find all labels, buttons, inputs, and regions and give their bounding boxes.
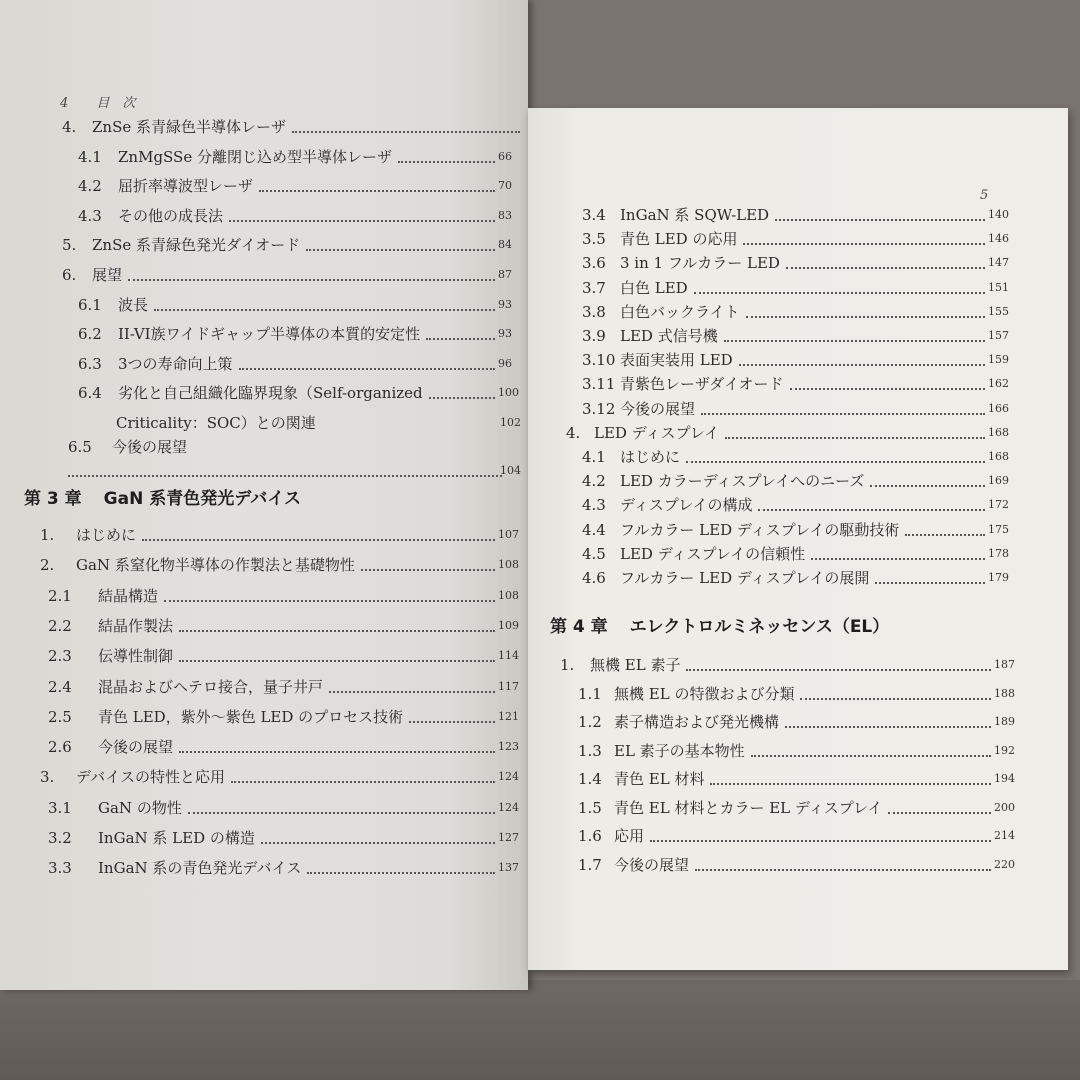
leader-dots <box>409 721 495 723</box>
toc-entry-number: 2.4 <box>48 677 72 696</box>
toc-entry-title: EL 素子の基本物性 <box>614 741 745 760</box>
toc-entry-page: 168 <box>988 450 1009 463</box>
leader-dots <box>128 279 495 281</box>
toc-entry[interactable] <box>582 470 1010 492</box>
toc-entry-title: 3 in 1 フルカラー LED <box>620 254 780 273</box>
toc-entry-page: 179 <box>988 571 1009 584</box>
toc-entry[interactable] <box>582 398 1010 420</box>
toc-entry-page: 96 <box>498 356 512 370</box>
toc-entry-title: 波長 <box>118 295 149 314</box>
leader-dots <box>142 539 495 541</box>
toc-entry[interactable] <box>40 766 520 788</box>
toc-entry-title: フルカラー LED ディスプレイの展開 <box>620 569 870 587</box>
toc-entry[interactable] <box>578 711 1016 733</box>
toc-entry-page: 117 <box>498 679 519 693</box>
leader-dots <box>870 485 985 487</box>
leader-dots <box>724 340 985 342</box>
toc-entry-number: 3.2 <box>48 829 72 847</box>
leader-dots <box>694 292 985 294</box>
toc-entry-title: 今後の展望 <box>614 855 690 874</box>
toc-entry-page: 192 <box>994 743 1015 757</box>
toc-entry-number: 6. <box>62 266 77 284</box>
toc-entry-page: 200 <box>994 800 1015 814</box>
toc-entry[interactable] <box>578 854 1016 876</box>
toc-entry-number: 4.5 <box>582 544 606 563</box>
leader-dots <box>785 726 991 728</box>
leader-dots <box>746 316 985 318</box>
toc-entry-number: 2. <box>40 556 55 575</box>
toc-entry-page: 189 <box>994 715 1015 728</box>
toc-entry-title: 今後の展望 <box>112 438 188 456</box>
leader-dots <box>725 437 985 439</box>
leader-dots <box>775 219 985 221</box>
toc-entry-page: 108 <box>498 558 519 572</box>
leader-dots <box>695 869 991 871</box>
leader-dots <box>229 220 495 222</box>
toc-entry[interactable] <box>582 204 1010 226</box>
leader-dots <box>307 872 495 874</box>
toc-entry-number: 1.7 <box>578 855 602 874</box>
toc-entry-title: ZnSe 系青緑色発光ダイオード <box>92 236 301 255</box>
leader-dots <box>154 309 495 311</box>
toc-entry-title: フルカラー LED ディスプレイの駆動技術 <box>620 520 900 539</box>
toc-entry-title: ディスプレイの構成 <box>620 496 753 515</box>
toc-entry-title: 無機 EL の特徴および分類 <box>614 684 795 703</box>
right-page-header <box>980 188 988 203</box>
toc-entry[interactable] <box>48 857 520 879</box>
toc-entry-page: 137 <box>498 861 519 875</box>
toc-entry-page: 194 <box>994 772 1015 785</box>
toc-entry-title: 青色 EL 材料とカラー EL ディスプレイ <box>614 798 883 817</box>
toc-entry-title: ZnSe 系青緑色半導体レーザ <box>92 118 287 136</box>
toc-entry-title: 白色 LED <box>620 278 688 297</box>
toc-entry-page: 124 <box>498 770 519 784</box>
toc-entry[interactable] <box>78 294 520 316</box>
toc-entry-page: 159 <box>988 353 1009 367</box>
leader-dots <box>261 842 495 844</box>
toc-entry[interactable] <box>578 768 1016 790</box>
toc-entry-number: 2.2 <box>48 616 72 635</box>
toc-entry-title: 青色 LED の応用 <box>620 230 738 249</box>
toc-entry-number: 4.4 <box>582 520 606 539</box>
toc-entry-number: 4.3 <box>582 496 606 515</box>
toc-entry-title: 劣化と自己組織化臨界現象（Self-organized <box>118 384 423 403</box>
toc-entry[interactable] <box>40 524 520 546</box>
toc-entry-number: 6.3 <box>78 354 102 373</box>
chapter-label: 第 4 章 <box>550 617 608 637</box>
toc-entry-number: 3.5 <box>582 230 606 249</box>
toc-entry[interactable] <box>78 323 520 345</box>
toc-entry-page: 155 <box>988 304 1009 318</box>
toc-entry-number: 3.3 <box>48 859 72 878</box>
toc-entry-page: 188 <box>994 686 1015 700</box>
toc-entry[interactable] <box>582 519 1010 541</box>
toc-entry-page: 87 <box>498 268 512 281</box>
toc-entry-page: 166 <box>988 401 1009 415</box>
toc-entry-number: 3.9 <box>582 327 606 345</box>
toc-entry-title: 今後の展望 <box>98 738 174 757</box>
toc-entry-title: 屈折率導波型レーザ <box>118 177 254 196</box>
toc-entry-title: II-VI族ワイドギャップ半導体の本質的安定性 <box>118 325 421 344</box>
leader-dots <box>905 534 985 536</box>
toc-entry[interactable] <box>48 615 520 637</box>
leader-dots <box>426 338 495 340</box>
toc-entry-number: 4.6 <box>582 569 606 587</box>
toc-entry-title: GaN 系窒化物半導体の作製法と基礎物性 <box>76 556 355 575</box>
toc-entry-title: 結晶作製法 <box>98 616 174 635</box>
toc-entry-number: 2.3 <box>48 647 72 666</box>
leader-dots <box>811 558 985 560</box>
toc-entry-title: 表面実装用 LED <box>620 351 733 370</box>
toc-entry-page: 114 <box>498 649 519 663</box>
toc-entry[interactable] <box>48 706 520 728</box>
toc-entry[interactable] <box>582 228 1010 250</box>
leader-dots <box>306 249 495 251</box>
toc-entry-number: 3.10 <box>582 351 616 370</box>
leader-dots <box>739 364 985 366</box>
leader-dots <box>164 600 495 602</box>
chapter-title: GaN 系青色発光デバイス <box>103 489 302 509</box>
right-page <box>528 108 1068 970</box>
toc-entry-number: 4.1 <box>582 448 606 466</box>
toc-entry[interactable] <box>62 264 520 286</box>
toc-entry-leader-line <box>68 460 520 482</box>
toc-entry[interactable] <box>582 277 1010 299</box>
left-page <box>0 0 528 990</box>
toc-entry-page: 121 <box>498 709 519 723</box>
toc-entry[interactable] <box>578 740 1016 762</box>
toc-entry-page: 124 <box>498 800 519 814</box>
toc-entry-number: 1.1 <box>578 684 602 703</box>
toc-entry-page: 127 <box>498 831 519 844</box>
toc-entry[interactable] <box>40 554 520 576</box>
toc-entry[interactable] <box>48 797 520 819</box>
leader-dots <box>68 475 502 477</box>
toc-entry-title: LED カラーディスプレイへのニーズ <box>620 472 865 491</box>
left-page-number: 4 <box>60 96 69 111</box>
toc-entry-number: 1. <box>40 526 55 544</box>
toc-entry-number: 6.5 <box>68 438 92 456</box>
toc-entry-title: InGaN 系 LED の構造 <box>98 829 255 847</box>
toc-entry-page: 214 <box>994 829 1015 842</box>
chapter-title: エレクトロルミネッセンス（EL） <box>629 617 890 637</box>
toc-entry[interactable] <box>62 116 520 138</box>
toc-entry-title: Criticality：SOC）との関連 <box>116 414 316 432</box>
toc-entry[interactable] <box>48 827 520 849</box>
toc-entry-number: 4.2 <box>78 177 102 196</box>
toc-entry-number: 2.5 <box>48 707 72 726</box>
toc-entry-number: 4. <box>566 423 581 442</box>
toc-entry-title: その他の成長法 <box>118 206 224 225</box>
toc-entry[interactable] <box>48 676 520 698</box>
toc-entry-number: 4.3 <box>78 206 102 225</box>
toc-entry-number: 6.1 <box>78 295 102 314</box>
toc-entry-number: 2.6 <box>48 738 72 757</box>
toc-entry[interactable] <box>48 585 520 607</box>
toc-entry-title: はじめに <box>76 526 137 544</box>
toc-entry[interactable] <box>582 301 1010 323</box>
left-header-title: 目 次 <box>96 96 136 111</box>
toc-entry[interactable] <box>62 234 520 256</box>
toc-entry-title: InGaN 系 SQW-LED <box>620 206 770 224</box>
leader-dots <box>239 368 495 370</box>
toc-entry-title: LED ディスプレイ <box>594 423 720 442</box>
toc-entry-number: 1.5 <box>578 798 602 817</box>
toc-entry-page: 100 <box>498 386 519 400</box>
toc-entry[interactable] <box>582 349 1010 371</box>
leader-dots <box>786 267 985 269</box>
toc-entry-page: 146 <box>988 232 1009 246</box>
toc-entry-title: LED 式信号機 <box>620 327 718 345</box>
toc-entry-title: 青紫色レーザダイオード <box>620 375 784 394</box>
leader-dots <box>361 569 495 571</box>
toc-entry-page: 169 <box>988 474 1009 488</box>
toc-entry-number: 3.6 <box>582 254 606 273</box>
toc-entry-page: 147 <box>988 256 1009 270</box>
toc-entry-number: 3.12 <box>582 399 616 418</box>
toc-entry-number: 1.2 <box>578 713 602 731</box>
toc-entry-page: 102 <box>500 416 521 429</box>
toc-entry-title: ZnMgSSe 分離閉じ込め型半導体レーザ <box>118 147 392 166</box>
toc-entry-title: 結晶構造 <box>98 586 159 605</box>
toc-entry-number: 3.7 <box>582 278 606 297</box>
left-page-header <box>60 92 135 111</box>
toc-entry[interactable] <box>582 543 1010 565</box>
table-surface <box>0 980 1080 1080</box>
toc-entry-page: 178 <box>988 546 1009 560</box>
toc-entry-page: 109 <box>498 618 519 632</box>
leader-dots <box>179 751 495 753</box>
toc-entry[interactable] <box>48 645 520 667</box>
leader-dots <box>800 698 991 700</box>
toc-entry-page: 93 <box>498 297 512 311</box>
toc-entry-number: 3.4 <box>582 206 606 224</box>
leader-dots <box>751 755 991 757</box>
toc-entry[interactable] <box>560 654 1016 676</box>
toc-entry-page: 175 <box>988 522 1009 536</box>
toc-entry-continuation-page <box>0 412 520 434</box>
leader-dots <box>398 161 495 163</box>
toc-entry-number: 1.4 <box>578 770 602 788</box>
toc-entry-title: 展望 <box>92 266 123 284</box>
toc-entry-title: 白色バックライト <box>620 302 740 321</box>
toc-entry[interactable] <box>578 797 1016 819</box>
right-page-number: 5 <box>980 188 989 203</box>
toc-entry-page: 93 <box>498 327 512 341</box>
toc-entry-page: 162 <box>988 377 1009 391</box>
leader-dots <box>790 388 985 390</box>
toc-entry-number: 4. <box>62 118 77 136</box>
toc-entry-number: 1.6 <box>578 827 602 845</box>
toc-entry[interactable] <box>566 422 1010 444</box>
toc-entry[interactable] <box>582 373 1010 395</box>
toc-entry-title: 混晶およびヘテロ接合，量子井戸 <box>98 677 324 696</box>
toc-entry-title: LED ディスプレイの信頼性 <box>620 544 806 563</box>
toc-entry-number: 3.1 <box>48 798 72 817</box>
toc-entry-title: InGaN 系の青色発光デバイス <box>98 859 302 878</box>
leader-dots <box>650 840 991 842</box>
toc-entry-number: 1.3 <box>578 741 602 760</box>
chapter-label: 第 3 章 <box>24 489 82 509</box>
toc-entry-page: 70 <box>498 179 512 193</box>
toc-entry-number: 4.1 <box>78 147 102 166</box>
toc-entry-page: 104 <box>500 464 521 477</box>
toc-entry-title: 青色 EL 材料 <box>614 770 705 788</box>
toc-entry[interactable] <box>582 446 1010 468</box>
toc-entry-number: 6.2 <box>78 325 102 344</box>
toc-entry-page: 151 <box>988 280 1009 294</box>
toc-entry-title: デバイスの特性と応用 <box>76 768 225 787</box>
toc-entry[interactable] <box>78 353 520 375</box>
toc-entry-page: 84 <box>498 238 512 252</box>
toc-entry[interactable] <box>68 436 520 458</box>
toc-entry[interactable] <box>78 382 520 404</box>
toc-entry-title: GaN の物性 <box>98 798 182 817</box>
toc-entry-title: 3つの寿命向上策 <box>118 354 233 373</box>
toc-entry-title: 今後の展望 <box>620 399 696 418</box>
toc-entry-title: 青色 LED，紫外～紫色 LED のプロセス技術 <box>98 707 404 726</box>
leader-dots <box>710 783 991 785</box>
toc-entry-page: 172 <box>988 498 1009 512</box>
leader-dots <box>758 509 985 511</box>
toc-entry-number: 2.1 <box>48 586 72 605</box>
toc-entry[interactable] <box>582 567 1010 589</box>
chapter-3-heading[interactable] <box>24 484 301 509</box>
toc-entry[interactable] <box>582 325 1010 347</box>
toc-entry-page: 107 <box>498 528 519 541</box>
toc-entry-number: 5. <box>62 236 77 255</box>
leader-dots <box>259 190 495 192</box>
chapter-4-heading[interactable] <box>550 612 889 637</box>
toc-entry[interactable] <box>578 825 1016 847</box>
toc-entry-number: 3.8 <box>582 302 606 321</box>
toc-entry-number: 1. <box>560 656 575 674</box>
toc-entry-number: 3.11 <box>582 375 616 394</box>
toc-entry-title: 無機 EL 素子 <box>590 656 681 674</box>
toc-entry-number: 3. <box>40 768 55 787</box>
toc-entry[interactable] <box>78 175 520 197</box>
leader-dots <box>701 413 985 415</box>
leader-dots <box>188 812 495 814</box>
leader-dots <box>429 397 495 399</box>
toc-entry-title: 伝導性制御 <box>98 647 174 666</box>
toc-entry-page: 66 <box>498 149 512 163</box>
toc-entry-page: 83 <box>498 208 512 222</box>
toc-entry-page: 140 <box>988 208 1009 221</box>
toc-entry-page: 108 <box>498 588 519 602</box>
toc-entry-page: 157 <box>988 329 1009 342</box>
toc-entry-title: 素子構造および発光機構 <box>614 713 780 731</box>
leader-dots <box>743 243 985 245</box>
leader-dots <box>231 781 495 783</box>
toc-entry-number: 6.4 <box>78 384 102 403</box>
toc-entry[interactable] <box>582 494 1010 516</box>
leader-dots <box>686 461 985 463</box>
toc-entry-title: 応用 <box>614 827 645 845</box>
toc-entry-page: 187 <box>994 658 1015 671</box>
leader-dots <box>888 812 991 814</box>
leader-dots <box>179 660 495 662</box>
leader-dots <box>875 582 985 584</box>
toc-entry[interactable] <box>78 146 520 168</box>
toc-entry-page: 220 <box>994 857 1015 871</box>
toc-entry[interactable] <box>582 252 1010 274</box>
toc-entry-page: 168 <box>988 425 1009 439</box>
leader-dots <box>686 669 991 671</box>
leader-dots <box>292 131 520 133</box>
toc-entry-page: 123 <box>498 740 519 754</box>
leader-dots <box>179 630 495 632</box>
leader-dots <box>329 691 495 693</box>
toc-entry[interactable] <box>78 205 520 227</box>
toc-entry[interactable] <box>578 683 1016 705</box>
toc-entry-title: はじめに <box>620 448 681 466</box>
toc-entry[interactable] <box>48 736 520 758</box>
toc-entry-number: 4.2 <box>582 472 606 491</box>
